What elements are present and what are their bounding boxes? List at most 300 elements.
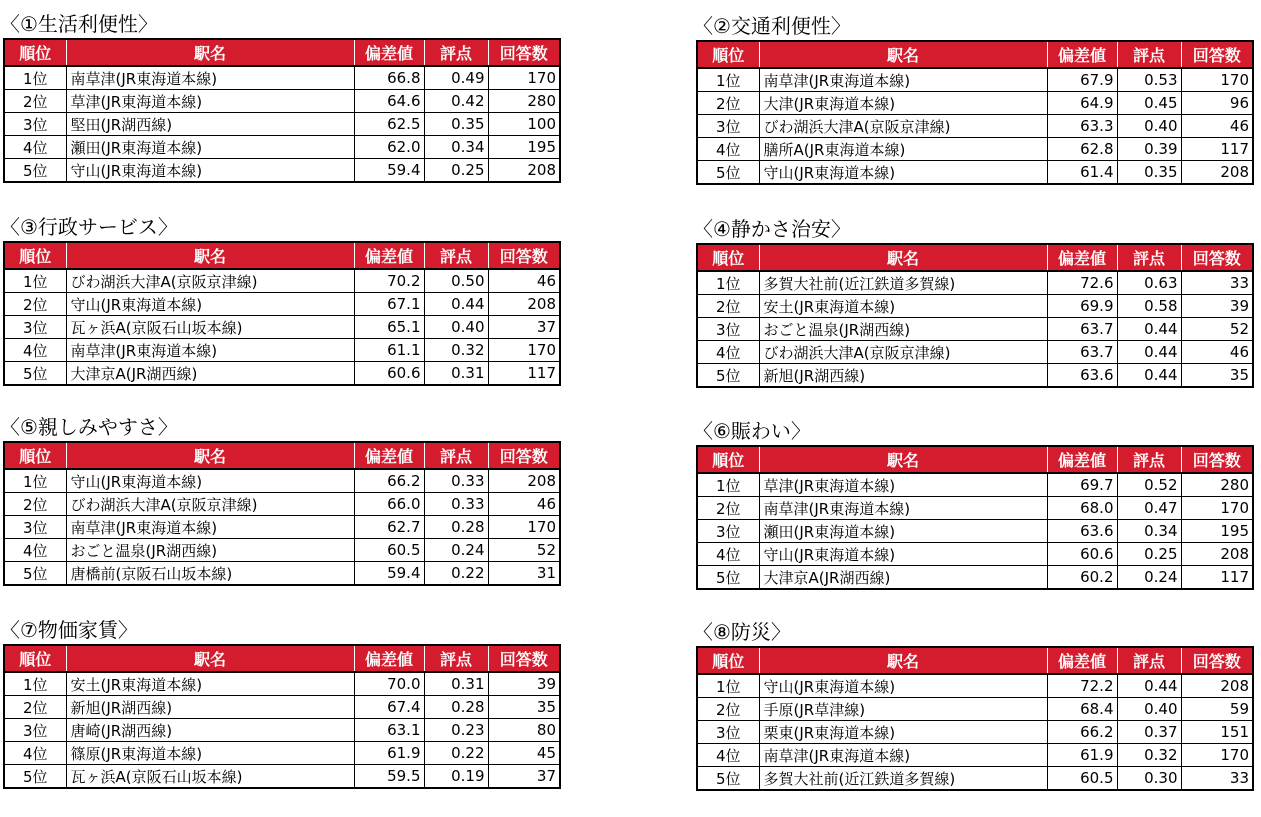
ranking-section [0,10,560,183]
responses-cell: 280 [1181,473,1253,497]
deviation-cell: 63.3 [1047,115,1117,138]
ranking-table [696,646,1254,791]
table-row [4,269,560,293]
score-cell: 0.32 [1117,744,1181,767]
station-cell: 南草津(JR東海道本線) [759,497,1047,520]
rank-cell: 1位 [697,271,759,295]
header-station: 駅名 [759,647,1047,674]
deviation-cell: 63.1 [354,719,424,742]
header-score: 評点 [1117,647,1181,674]
rank-cell: 5位 [697,566,759,590]
table-row [697,271,1253,295]
section-title: 〈⑤親しみやすさ〉 [0,415,178,439]
station-cell: 南草津(JR東海道本線) [66,66,354,90]
rank-cell: 5位 [697,767,759,791]
rank-cell: 2位 [4,90,66,113]
score-cell: 0.23 [424,719,488,742]
table-row [4,362,560,386]
deviation-cell: 66.8 [354,66,424,90]
score-cell: 0.53 [1117,68,1181,92]
responses-cell: 100 [488,113,560,136]
table-row [697,744,1253,767]
table-row [697,497,1253,520]
deviation-cell: 61.9 [1047,744,1117,767]
deviation-cell: 67.4 [354,696,424,719]
table-row [4,516,560,539]
rank-cell: 2位 [697,92,759,115]
header-responses: 回答数 [1181,647,1253,674]
score-cell: 0.45 [1117,92,1181,115]
station-cell: 南草津(JR東海道本線) [66,516,354,539]
station-cell: 瓦ヶ浜A(京阪石山坂本線) [66,765,354,789]
responses-cell: 170 [488,66,560,90]
table-row [4,539,560,562]
table-row [4,469,560,493]
header-rank: 順位 [697,41,759,68]
header-score: 評点 [1117,446,1181,473]
ranking-table [3,38,561,183]
header-station: 駅名 [759,244,1047,271]
header-rank: 順位 [4,645,66,672]
rank-cell: 5位 [4,362,66,386]
responses-cell: 39 [488,672,560,696]
rank-cell: 1位 [697,674,759,698]
table-row [4,696,560,719]
header-score: 評点 [1117,41,1181,68]
station-cell: びわ湖浜大津A(京阪京津線) [66,269,354,293]
header-score: 評点 [424,242,488,269]
score-cell: 0.50 [424,269,488,293]
rank-cell: 1位 [697,473,759,497]
score-cell: 0.52 [1117,473,1181,497]
responses-cell: 37 [488,316,560,339]
table-header-row [4,442,560,469]
table-row [4,293,560,316]
station-cell: 新旭(JR湖西線) [759,364,1047,388]
responses-cell: 170 [488,339,560,362]
table-row [697,341,1253,364]
deviation-cell: 63.6 [1047,520,1117,543]
ranking-table [3,241,561,386]
responses-cell: 117 [1181,138,1253,161]
table-row [4,719,560,742]
rank-cell: 3位 [697,721,759,744]
header-responses: 回答数 [1181,41,1253,68]
rank-cell: 1位 [4,469,66,493]
score-cell: 0.31 [424,672,488,696]
station-cell: 安土(JR東海道本線) [66,672,354,696]
header-station: 駅名 [759,446,1047,473]
station-cell: 守山(JR東海道本線) [759,543,1047,566]
station-cell: 草津(JR東海道本線) [66,90,354,113]
station-cell: 多賀大社前(近江鉄道多賀線) [759,767,1047,791]
table-row [4,562,560,586]
header-score: 評点 [424,442,488,469]
table-row [697,520,1253,543]
score-cell: 0.44 [1117,674,1181,698]
station-cell: 唐橋前(京阪石山坂本線) [66,562,354,586]
station-cell: びわ湖浜大津A(京阪京津線) [759,341,1047,364]
score-cell: 0.24 [424,539,488,562]
section-title: 〈⑧防災〉 [693,620,791,644]
deviation-cell: 62.5 [354,113,424,136]
deviation-cell: 59.4 [354,562,424,586]
station-cell: 手原(JR草津線) [759,698,1047,721]
station-cell: 大津(JR東海道本線) [759,92,1047,115]
ranking-table [696,40,1254,185]
score-cell: 0.47 [1117,497,1181,520]
deviation-cell: 64.6 [354,90,424,113]
rank-cell: 3位 [4,516,66,539]
header-deviation: 偏差値 [354,242,424,269]
section-title: 〈⑥賑わい〉 [693,419,811,443]
rank-cell: 4位 [697,341,759,364]
header-station: 駅名 [66,645,354,672]
rank-cell: 4位 [697,138,759,161]
table-header-row [697,647,1253,674]
deviation-cell: 63.7 [1047,318,1117,341]
deviation-cell: 70.0 [354,672,424,696]
deviation-cell: 61.4 [1047,161,1117,185]
responses-cell: 46 [1181,115,1253,138]
responses-cell: 39 [1181,295,1253,318]
table-row [697,543,1253,566]
rank-cell: 2位 [4,493,66,516]
header-score: 評点 [424,645,488,672]
score-cell: 0.28 [424,516,488,539]
header-responses: 回答数 [1181,446,1253,473]
rank-cell: 4位 [4,339,66,362]
deviation-cell: 60.2 [1047,566,1117,590]
responses-cell: 37 [488,765,560,789]
header-deviation: 偏差値 [1047,41,1117,68]
deviation-cell: 62.7 [354,516,424,539]
table-row [697,473,1253,497]
responses-cell: 45 [488,742,560,765]
deviation-cell: 59.5 [354,765,424,789]
score-cell: 0.34 [1117,520,1181,543]
station-cell: 南草津(JR東海道本線) [759,68,1047,92]
station-cell: びわ湖浜大津A(京阪京津線) [759,115,1047,138]
score-cell: 0.49 [424,66,488,90]
responses-cell: 195 [488,136,560,159]
score-cell: 0.42 [424,90,488,113]
table-row [697,698,1253,721]
rank-cell: 4位 [4,742,66,765]
responses-cell: 117 [488,362,560,386]
header-station: 駅名 [66,442,354,469]
score-cell: 0.44 [1117,341,1181,364]
table-row [697,68,1253,92]
header-responses: 回答数 [488,442,560,469]
score-cell: 0.19 [424,765,488,789]
responses-cell: 208 [1181,674,1253,698]
rank-cell: 4位 [4,136,66,159]
deviation-cell: 72.6 [1047,271,1117,295]
table-row [697,161,1253,185]
deviation-cell: 70.2 [354,269,424,293]
header-rank: 順位 [4,442,66,469]
responses-cell: 208 [488,469,560,493]
table-header-row [697,41,1253,68]
rank-cell: 2位 [4,293,66,316]
header-responses: 回答数 [1181,244,1253,271]
responses-cell: 46 [488,269,560,293]
deviation-cell: 72.2 [1047,674,1117,698]
ranking-section [693,12,1253,185]
header-rank: 順位 [4,39,66,66]
header-rank: 順位 [697,244,759,271]
rank-cell: 5位 [4,765,66,789]
table-header-row [697,244,1253,271]
responses-cell: 52 [488,539,560,562]
score-cell: 0.37 [1117,721,1181,744]
ranking-section [693,618,1253,791]
table-row [4,66,560,90]
rank-cell: 3位 [4,113,66,136]
deviation-cell: 63.6 [1047,364,1117,388]
station-cell: 堅田(JR湖西線) [66,113,354,136]
table-row [4,672,560,696]
table-row [697,115,1253,138]
score-cell: 0.35 [1117,161,1181,185]
deviation-cell: 60.6 [1047,543,1117,566]
section-title: 〈①生活利便性〉 [0,12,158,36]
header-rank: 順位 [4,242,66,269]
responses-cell: 46 [488,493,560,516]
deviation-cell: 61.1 [354,339,424,362]
station-cell: 守山(JR東海道本線) [759,161,1047,185]
table-row [697,318,1253,341]
score-cell: 0.44 [1117,364,1181,388]
responses-cell: 35 [488,696,560,719]
deviation-cell: 60.5 [1047,767,1117,791]
responses-cell: 96 [1181,92,1253,115]
rank-cell: 2位 [697,698,759,721]
ranking-table [696,243,1254,388]
station-cell: 瀬田(JR東海道本線) [759,520,1047,543]
ranking-section [0,413,560,586]
rank-cell: 3位 [697,115,759,138]
responses-cell: 52 [1181,318,1253,341]
table-row [697,566,1253,590]
rank-cell: 3位 [4,719,66,742]
ranking-section [693,215,1253,388]
responses-cell: 170 [1181,68,1253,92]
responses-cell: 80 [488,719,560,742]
table-row [4,493,560,516]
rank-cell: 5位 [4,159,66,183]
score-cell: 0.31 [424,362,488,386]
responses-cell: 33 [1181,767,1253,791]
station-cell: 膳所A(JR東海道本線) [759,138,1047,161]
header-station: 駅名 [66,39,354,66]
responses-cell: 208 [488,159,560,183]
deviation-cell: 63.7 [1047,341,1117,364]
deviation-cell: 60.5 [354,539,424,562]
header-responses: 回答数 [488,242,560,269]
rank-cell: 2位 [697,295,759,318]
score-cell: 0.22 [424,742,488,765]
rank-cell: 5位 [697,364,759,388]
section-title: 〈⑦物価家賃〉 [0,618,138,642]
station-cell: 守山(JR東海道本線) [759,674,1047,698]
rank-cell: 2位 [697,497,759,520]
score-cell: 0.25 [424,159,488,183]
table-row [697,138,1253,161]
deviation-cell: 69.9 [1047,295,1117,318]
deviation-cell: 66.0 [354,493,424,516]
section-title: 〈④静かさ治安〉 [693,217,851,241]
station-cell: 新旭(JR湖西線) [66,696,354,719]
ranking-section [0,616,560,789]
header-rank: 順位 [697,647,759,674]
responses-cell: 46 [1181,341,1253,364]
table-row [4,113,560,136]
table-row [697,767,1253,791]
rank-cell: 5位 [4,562,66,586]
responses-cell: 280 [488,90,560,113]
table-header-row [4,39,560,66]
rank-cell: 3位 [697,520,759,543]
header-responses: 回答数 [488,645,560,672]
responses-cell: 170 [1181,744,1253,767]
rank-cell: 2位 [4,696,66,719]
rank-cell: 3位 [4,316,66,339]
header-deviation: 偏差値 [354,442,424,469]
score-cell: 0.33 [424,469,488,493]
responses-cell: 208 [488,293,560,316]
score-cell: 0.40 [424,316,488,339]
score-cell: 0.30 [1117,767,1181,791]
ranking-section [0,213,560,386]
responses-cell: 35 [1181,364,1253,388]
score-cell: 0.63 [1117,271,1181,295]
responses-cell: 195 [1181,520,1253,543]
rank-cell: 1位 [4,66,66,90]
station-cell: びわ湖浜大津A(京阪京津線) [66,493,354,516]
deviation-cell: 66.2 [1047,721,1117,744]
station-cell: 草津(JR東海道本線) [759,473,1047,497]
deviation-cell: 66.2 [354,469,424,493]
deviation-cell: 62.8 [1047,138,1117,161]
header-deviation: 偏差値 [354,645,424,672]
deviation-cell: 67.9 [1047,68,1117,92]
station-cell: 南草津(JR東海道本線) [759,744,1047,767]
header-station: 駅名 [759,41,1047,68]
rank-cell: 1位 [697,68,759,92]
table-row [4,136,560,159]
deviation-cell: 60.6 [354,362,424,386]
header-rank: 順位 [697,446,759,473]
responses-cell: 170 [488,516,560,539]
responses-cell: 151 [1181,721,1253,744]
station-cell: 唐崎(JR湖西線) [66,719,354,742]
responses-cell: 208 [1181,543,1253,566]
station-cell: 南草津(JR東海道本線) [66,339,354,362]
responses-cell: 33 [1181,271,1253,295]
responses-cell: 31 [488,562,560,586]
station-cell: 瓦ヶ浜A(京阪石山坂本線) [66,316,354,339]
header-responses: 回答数 [488,39,560,66]
table-row [697,674,1253,698]
table-row [697,92,1253,115]
table-row [4,90,560,113]
deviation-cell: 68.0 [1047,497,1117,520]
station-cell: おごと温泉(JR湖西線) [759,318,1047,341]
deviation-cell: 62.0 [354,136,424,159]
score-cell: 0.35 [424,113,488,136]
ranking-section [693,417,1253,590]
table-header-row [4,645,560,672]
station-cell: 安土(JR東海道本線) [759,295,1047,318]
score-cell: 0.44 [424,293,488,316]
table-row [4,316,560,339]
table-row [697,295,1253,318]
rank-cell: 3位 [697,318,759,341]
station-cell: 栗東(JR東海道本線) [759,721,1047,744]
table-header-row [697,446,1253,473]
responses-cell: 117 [1181,566,1253,590]
deviation-cell: 65.1 [354,316,424,339]
rank-cell: 4位 [697,744,759,767]
score-cell: 0.34 [424,136,488,159]
score-cell: 0.28 [424,696,488,719]
score-cell: 0.40 [1117,115,1181,138]
table-row [697,721,1253,744]
score-cell: 0.58 [1117,295,1181,318]
station-cell: 大津京A(JR湖西線) [759,566,1047,590]
score-cell: 0.40 [1117,698,1181,721]
station-cell: 篠原(JR東海道本線) [66,742,354,765]
station-cell: おごと温泉(JR湖西線) [66,539,354,562]
responses-cell: 208 [1181,161,1253,185]
header-score: 評点 [1117,244,1181,271]
station-cell: 瀬田(JR東海道本線) [66,136,354,159]
header-station: 駅名 [66,242,354,269]
header-score: 評点 [424,39,488,66]
table-header-row [4,242,560,269]
station-cell: 守山(JR東海道本線) [66,469,354,493]
header-deviation: 偏差値 [1047,647,1117,674]
rank-cell: 5位 [697,161,759,185]
ranking-table [3,441,561,586]
score-cell: 0.32 [424,339,488,362]
header-deviation: 偏差値 [1047,446,1117,473]
table-row [4,339,560,362]
rank-cell: 1位 [4,269,66,293]
score-cell: 0.44 [1117,318,1181,341]
score-cell: 0.24 [1117,566,1181,590]
responses-cell: 170 [1181,497,1253,520]
deviation-cell: 69.7 [1047,473,1117,497]
rank-cell: 1位 [4,672,66,696]
table-row [697,364,1253,388]
score-cell: 0.39 [1117,138,1181,161]
rank-cell: 4位 [697,543,759,566]
score-cell: 0.25 [1117,543,1181,566]
header-deviation: 偏差値 [354,39,424,66]
section-title: 〈③行政サービス〉 [0,215,178,239]
section-title: 〈②交通利便性〉 [693,14,851,38]
table-row [4,765,560,789]
deviation-cell: 64.9 [1047,92,1117,115]
responses-cell: 59 [1181,698,1253,721]
table-row [4,742,560,765]
score-cell: 0.33 [424,493,488,516]
ranking-table [3,644,561,789]
deviation-cell: 67.1 [354,293,424,316]
